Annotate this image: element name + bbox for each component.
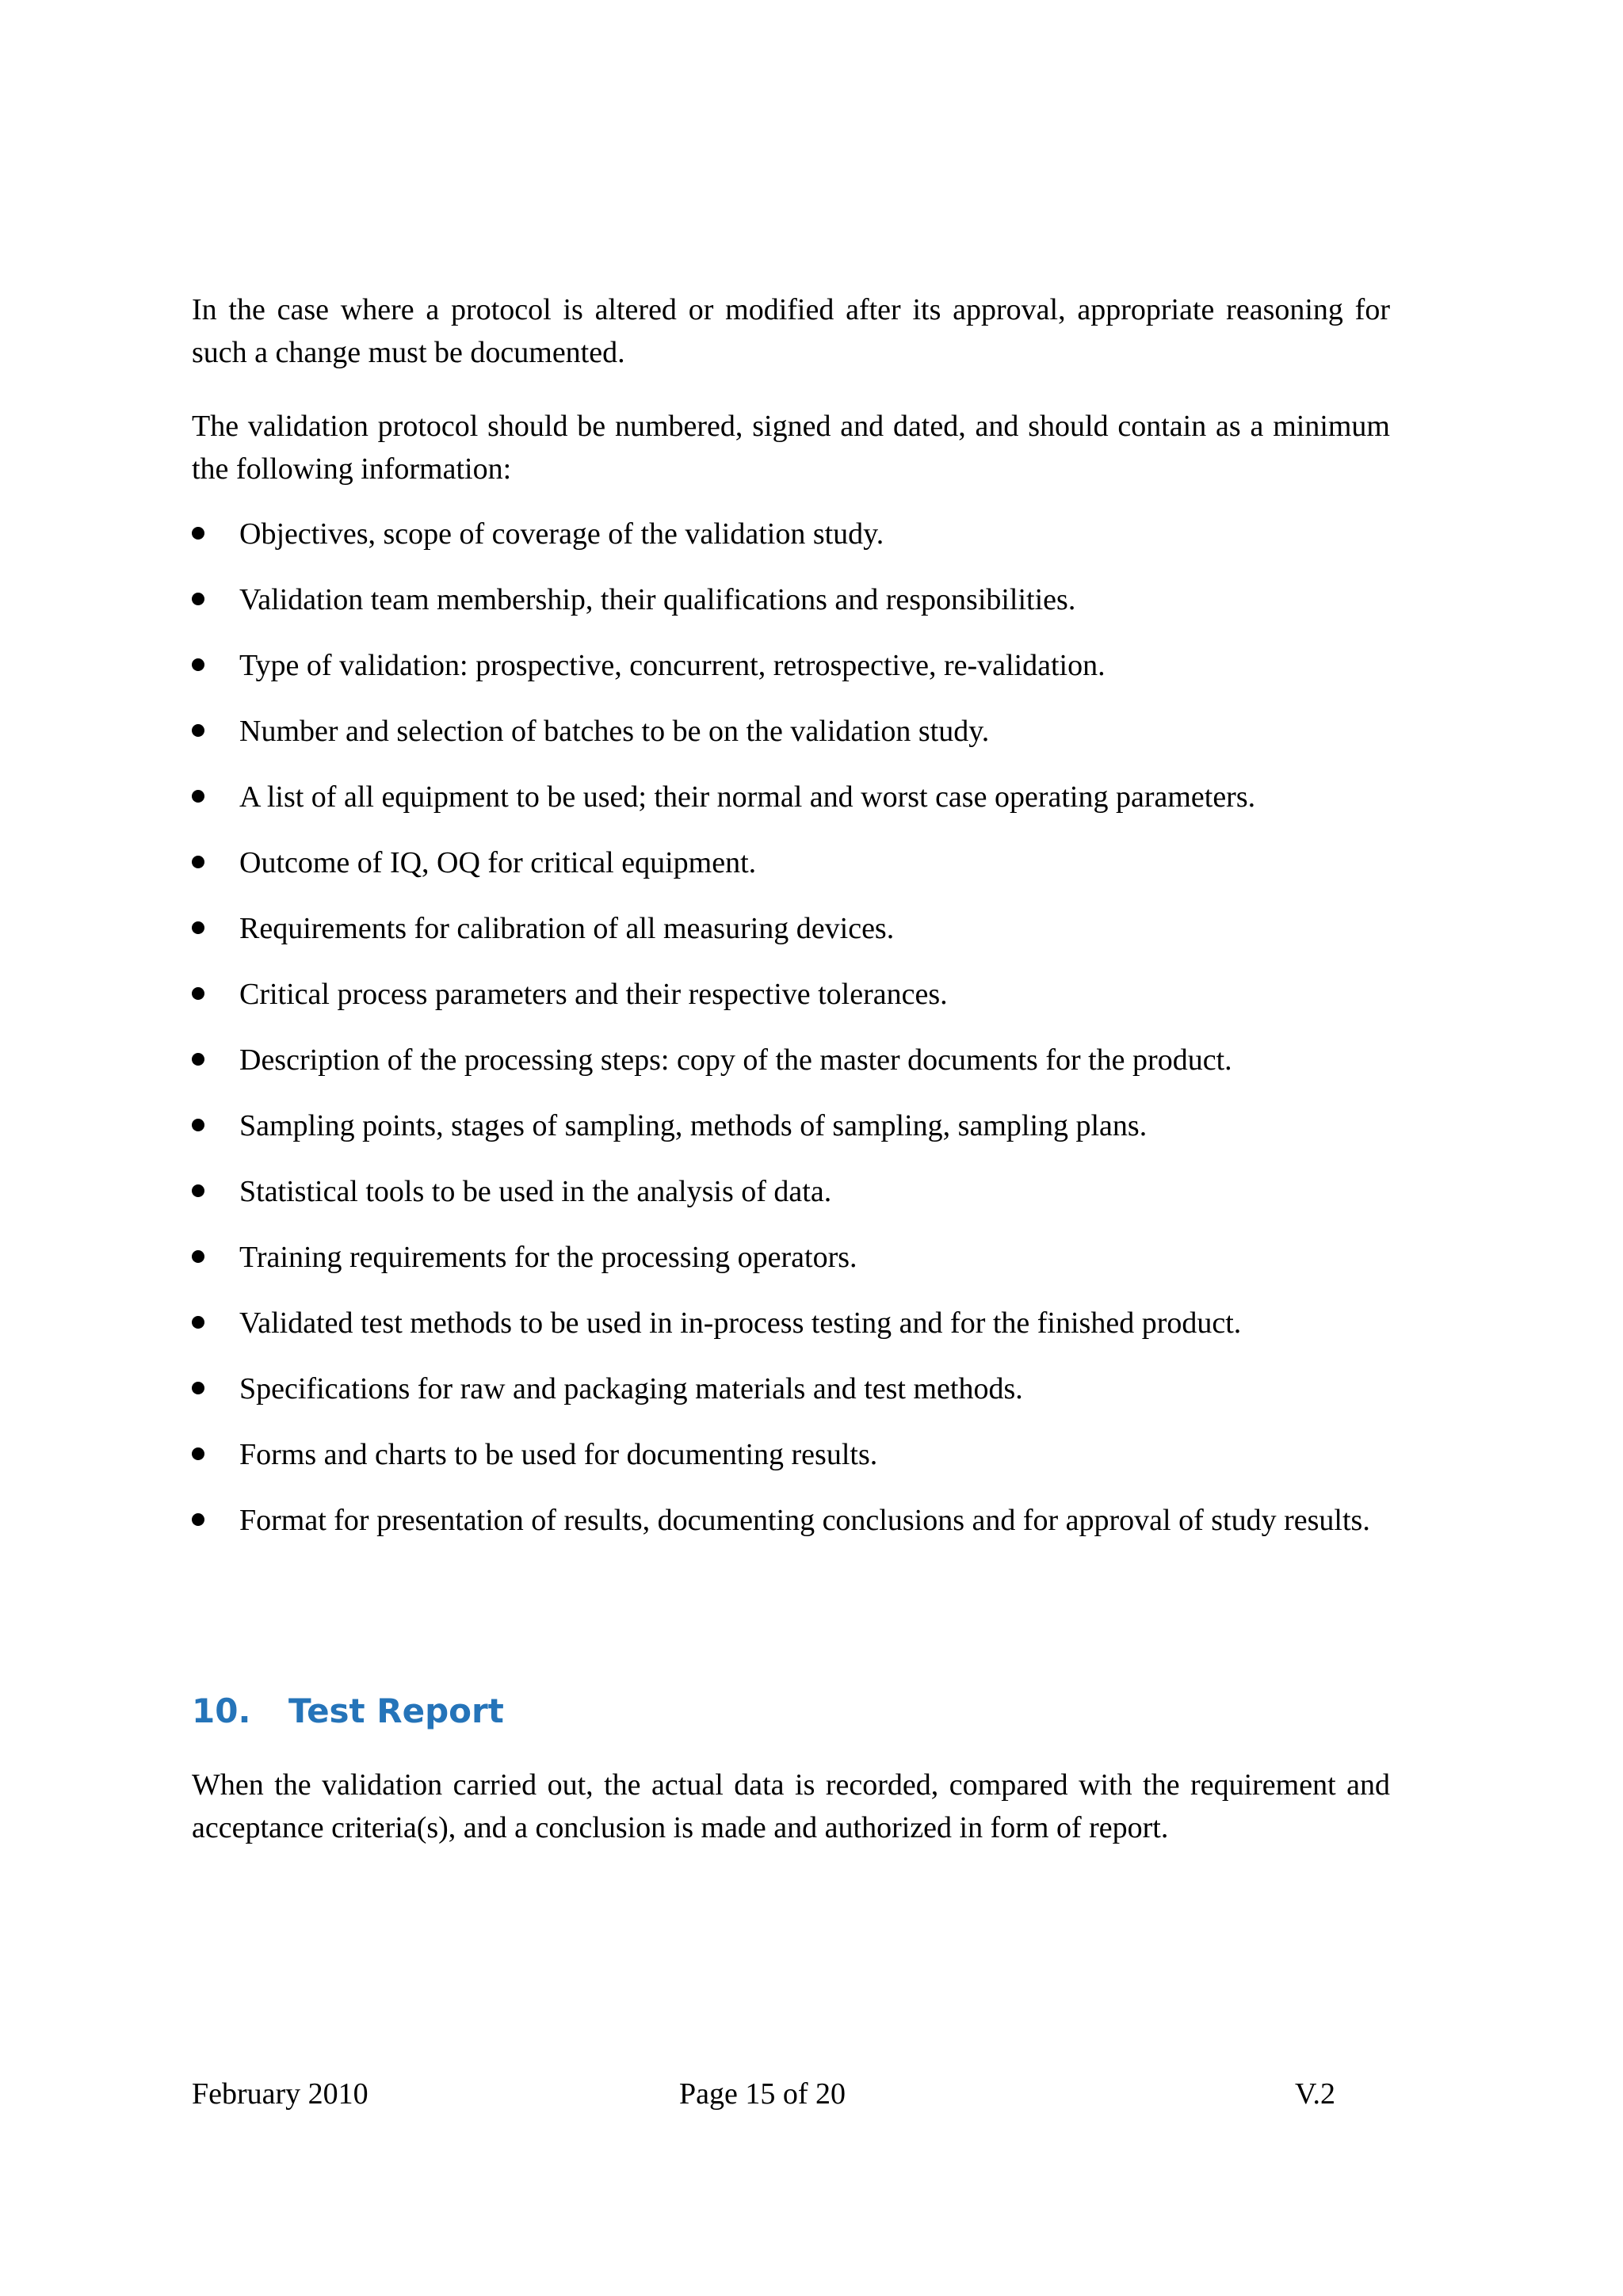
list-item <box>192 578 1390 621</box>
bullet-icon <box>192 1316 204 1329</box>
list-item-text: Sampling points, stages of sampling, methods of sampling, sampling plans. <box>239 1109 1148 1142</box>
list-item <box>192 776 1390 818</box>
bullet-icon <box>192 987 204 1000</box>
list-item <box>192 841 1390 884</box>
list-item <box>192 644 1390 687</box>
document-body <box>192 288 1390 1565</box>
bullet-icon <box>192 1184 204 1197</box>
list-item <box>192 1499 1390 1542</box>
list-item <box>192 973 1390 1016</box>
list-item <box>192 1302 1390 1344</box>
bullet-icon <box>192 856 204 868</box>
footer-version: V.2 <box>1295 2077 1336 2111</box>
list-item-text: Forms and charts to be used for documenting results. <box>239 1438 878 1471</box>
footer-page-number: Page 15 of 20 <box>679 2077 846 2111</box>
bullet-icon <box>192 921 204 934</box>
list-item-text: Outcome of IQ, OQ for critical equipment. <box>239 846 757 879</box>
paragraph-test-report: When the validation carried out, the actual data is recorded, compared with the requirement and acceptance criteria(s), and a conclusion is made and authorized in form of report. <box>192 1768 1390 1844</box>
paragraph-protocol-contents: The validation protocol should be numbered, signed and dated, and should contain as a minimum the following information: <box>192 410 1390 486</box>
list-item-text: A list of all equipment to be used; their normal and worst case operating parameters. <box>239 780 1256 814</box>
bullet-icon <box>192 1382 204 1394</box>
requirements-list <box>192 513 1390 1542</box>
list-item <box>192 1170 1390 1213</box>
list-item-text: Specifications for raw and packaging materials and test methods. <box>239 1372 1023 1405</box>
list-item <box>192 1367 1390 1410</box>
list-item <box>192 513 1390 555</box>
bullet-icon <box>192 527 204 540</box>
list-item-text: Description of the processing steps: copy of the master documents for the product. <box>239 1043 1232 1077</box>
list-item <box>192 1104 1390 1147</box>
list-item-text: Type of validation: prospective, concurrent, retrospective, re-validation. <box>239 649 1106 682</box>
list-item <box>192 1433 1390 1476</box>
list-item <box>192 1039 1390 1081</box>
bullet-icon <box>192 1513 204 1526</box>
list-item <box>192 710 1390 753</box>
list-item-text: Training requirements for the processing operators. <box>239 1241 857 1274</box>
list-item-text: Format for presentation of results, documenting conclusions and for approval of study results. <box>239 1504 1370 1537</box>
list-item <box>192 1236 1390 1279</box>
bullet-icon <box>192 790 204 803</box>
section-number: 10. <box>192 1691 251 1730</box>
list-item-text: Critical process parameters and their respective tolerances. <box>239 978 948 1011</box>
list-item-text: Number and selection of batches to be on the validation study. <box>239 715 990 748</box>
bullet-icon <box>192 1250 204 1263</box>
paragraph-protocol-change: In the case where a protocol is altered or modified after its approval, appropriate reasoning for such a change must be documented. <box>192 293 1390 369</box>
section-title: Test Report <box>288 1691 504 1730</box>
section-body <box>192 1764 1390 1849</box>
list-item-text: Statistical tools to be used in the analysis of data. <box>239 1175 832 1208</box>
footer-date: February 2010 <box>192 2077 369 2111</box>
section-heading <box>192 1689 504 1733</box>
list-item-text: Validation team membership, their qualifications and responsibilities. <box>239 583 1076 616</box>
bullet-icon <box>192 658 204 671</box>
bullet-icon <box>192 1053 204 1066</box>
bullet-icon <box>192 724 204 737</box>
list-item-text: Validated test methods to be used in in-process testing and for the finished product. <box>239 1306 1242 1340</box>
bullet-icon <box>192 593 204 605</box>
list-item-text: Requirements for calibration of all measuring devices. <box>239 912 895 945</box>
bullet-icon <box>192 1119 204 1131</box>
list-item <box>192 907 1390 950</box>
list-item-text: Objectives, scope of coverage of the validation study. <box>239 517 884 551</box>
bullet-icon <box>192 1447 204 1460</box>
page-footer <box>0 2073 1623 2115</box>
